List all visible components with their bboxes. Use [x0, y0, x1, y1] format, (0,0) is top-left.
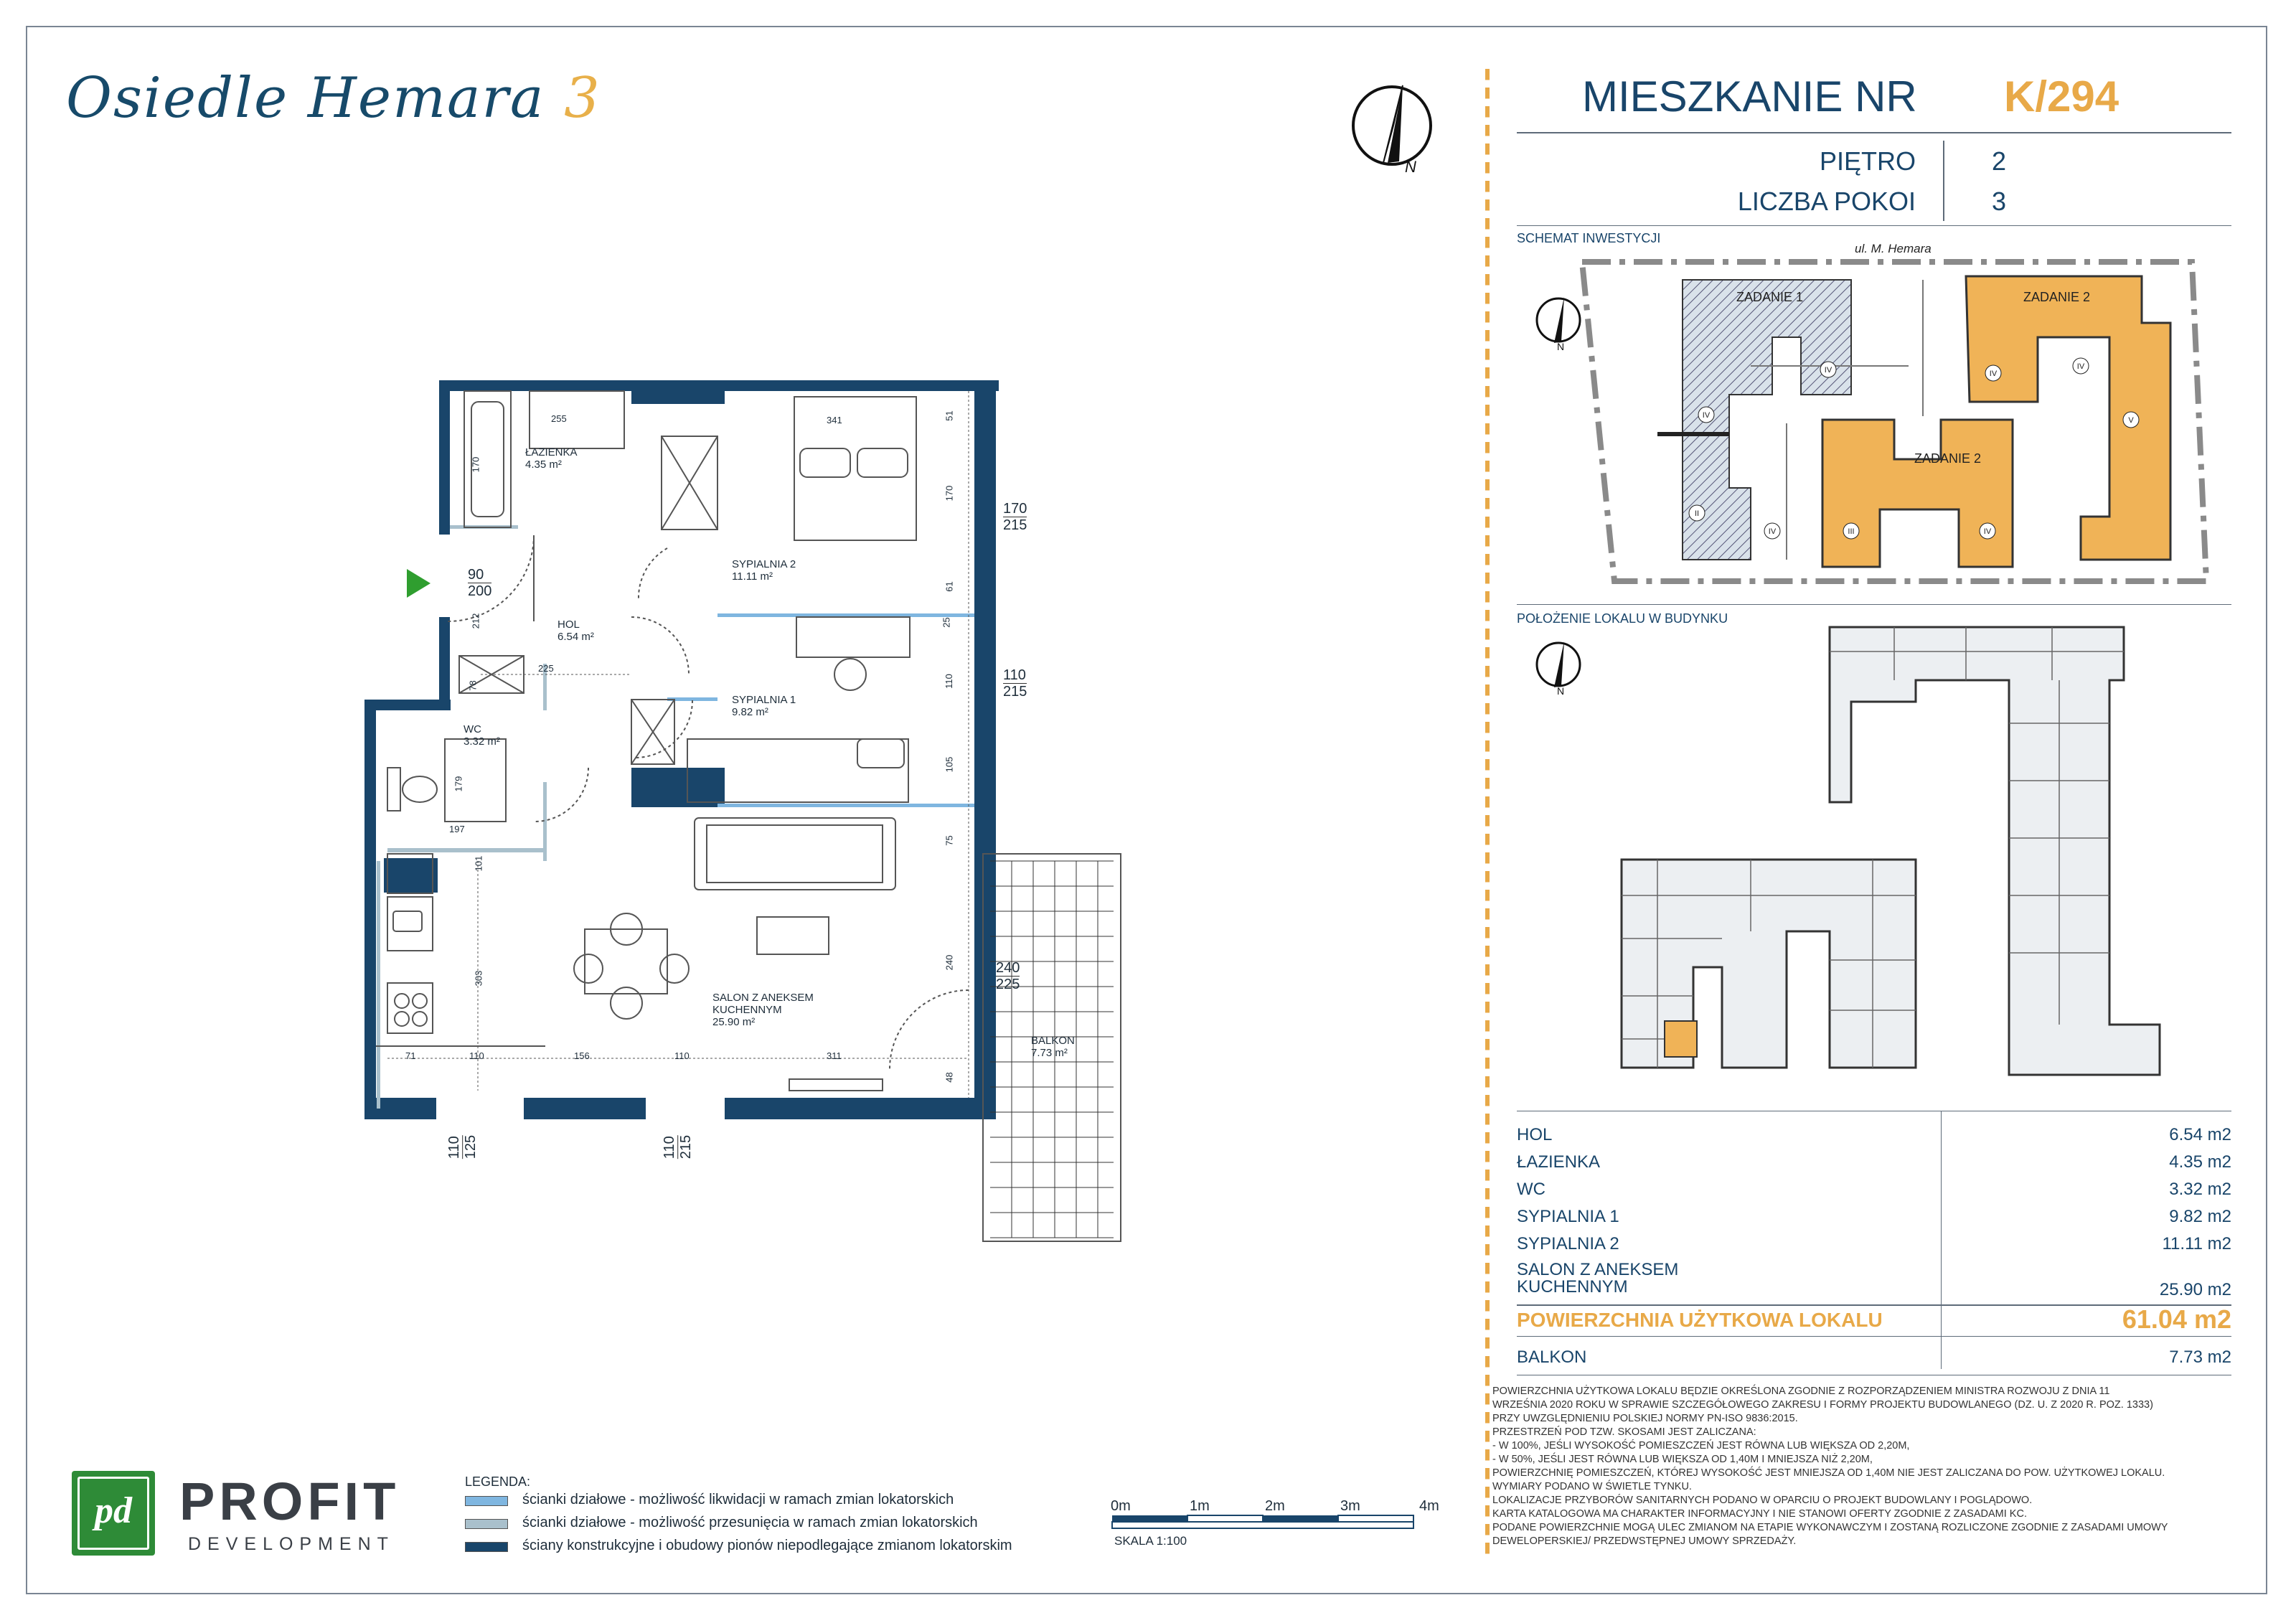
developer-name: PROFIT — [179, 1472, 400, 1531]
dimension-label: 78 — [467, 680, 479, 691]
street-name: ul. M. Hemara — [1855, 244, 1932, 255]
stair-mark: IV — [1824, 366, 1832, 375]
dimension-label: 110 — [469, 1050, 484, 1061]
scale-tick-label: 0m — [1111, 1498, 1131, 1514]
balcony-rule — [1517, 1336, 2231, 1337]
dimension-label: 48 — [944, 1072, 955, 1083]
scale-tick-label: 4m — [1419, 1498, 1439, 1514]
site-plan-label: SCHEMAT INWESTYCJI — [1517, 231, 1661, 245]
north-arrow-icon — [1534, 639, 1584, 696]
legend-swatch — [465, 1519, 508, 1529]
logo-mark: pd — [95, 1490, 132, 1531]
legend-swatch — [465, 1542, 508, 1552]
rooms-value: 3 — [1992, 187, 2007, 216]
total-value: 61.04 m2 — [2122, 1304, 2231, 1334]
site-rule — [1517, 604, 2231, 605]
brand-title-text: Osiedle Hemara — [66, 66, 545, 131]
legend-item: ścianki działowe - możliwość przesunięcia w ramach zmian lokatorskich — [522, 1515, 978, 1530]
entry-arrow-icon — [407, 569, 430, 598]
stair-mark: III — [1848, 527, 1855, 536]
dimension-label: 240 — [944, 954, 955, 971]
room-label-sypialnia2: SYPIALNIA 2 11.11 m² — [732, 558, 796, 583]
stair-mark: IV — [1983, 527, 1992, 536]
total-label: POWIERZCHNIA UŻYTKOWA LOKALU — [1517, 1309, 1883, 1331]
scale-tick-label: 2m — [1265, 1498, 1285, 1514]
dimension-label: 197 — [449, 824, 465, 834]
task2b-label: ZADANIE 2 — [1914, 451, 1982, 466]
window-dimension: 240 225 — [996, 960, 1020, 992]
stair-mark: V — [2128, 416, 2134, 425]
list-item: BALKON 7.73 m2 — [1517, 1347, 2231, 1367]
task2a-label: ZADANIE 2 — [2023, 290, 2091, 304]
stair-mark: II — [1694, 509, 1700, 518]
list-item: ŁAZIENKA 4.35 m2 — [1517, 1152, 2231, 1172]
scale-label: SKALA 1:100 — [1114, 1534, 1187, 1548]
list-item: SALON Z ANEKSEM KUCHENNYM 25.90 m2 — [1517, 1260, 2231, 1299]
dimension-label: 105 — [944, 756, 955, 773]
apartment-label: MIESZKANIE NR — [1582, 72, 1917, 121]
dimension-label: 51 — [944, 410, 955, 421]
dimension-label: 303 — [473, 970, 484, 987]
dimension-label: 156 — [574, 1050, 590, 1061]
scale-tick-label: 3m — [1340, 1498, 1360, 1514]
list-item: WC 3.32 m2 — [1517, 1180, 2231, 1199]
kv-rule — [1517, 225, 2231, 226]
legend-swatch — [465, 1496, 508, 1506]
north-arrow-icon — [1349, 83, 1442, 179]
north-letter: N — [1557, 685, 1565, 696]
brand-title — [66, 66, 601, 131]
dimension-label: 311 — [827, 1050, 842, 1061]
stair-mark: IV — [2076, 362, 2085, 371]
dimension-label: 255 — [551, 413, 567, 424]
footnote: POWIERZCHNIA UŻYTKOWA LOKALU BĘDZIE OKREŚLONA ZGODNIE Z ROZPORZĄDZENIEM MINISTRA ROZWOJU Z DNIA 11 WRZEŚNIA 2020 ROKU W SPRAWIE SZCZEGÓŁOWEGO ZAKRESU I FORMY PROJEKTU BUDOWLANEGO (DZ. U. Z 2020 R. POZ. 1333) PRZY UWZGLĘDNIENIU POLSKIEJ NORMY PN-ISO 9836:2015. PRZESTRZEŃ POD TZW. SKOSAMI JEST ZALICZANA: - W 100%, JEŚLI WYSOKOŚĆ POMIESZCZEŃ JEST RÓWNA LUB WIĘKSZA OD 2,20M, - W 50%, JEŚLI JEST RÓWNA LUB WIĘKSZA OD 1,40M I MNIEJSZA NIŻ 2,20M, POWIERZCHNIĘ POMIESZCZEŃ, KTÓREJ WYSOKOŚĆ JEST MNIEJSZA OD 1,40M NIE JEST ZALICZANA DO POW. UŻYTKOWEJ LOKALU. WYMIARY PODANO W ŚWIETLE TYNKU. LOKALIZACJE PRZYBORÓW SANITARNYCH PODANO W OPARCIU O PROJEKT BUDOWLANY I POGLĄDOWO. KARTA KATALOGOWA MA CHARAKTER INFORMACYJNY I NIE STANOWI OFERTY ZGODNIE Z ZASADAMI KC. PODANE POWIERZCHNIE MOGĄ ULEC ZMIANOM NA ETAPIE WYKONAWCZYM I ZOSTANĄ ROZLICZONE ZGODNIE Z ZASADAMI UMOWY DEWELOPERSKIEJ/ PRZEDWSTĘPNEJ UMOWY SPRZEDAŻY. — [1492, 1386, 2168, 1547]
north-letter: N — [1557, 341, 1565, 352]
dimension-label: 170 — [470, 456, 481, 473]
legend-title: LEGENDA: — [465, 1474, 531, 1489]
dimension-label: 101 — [473, 855, 484, 872]
dimension-label: 110 — [674, 1050, 690, 1061]
door-dimension: 90 200 — [468, 567, 492, 599]
task1-label: ZADANIE 1 — [1736, 290, 1804, 304]
list-item: SYPIALNIA 1 9.82 m2 — [1517, 1207, 2231, 1226]
stair-mark: IV — [1989, 370, 1998, 378]
stair-mark: IV — [1702, 411, 1711, 420]
north-letter: N — [1405, 158, 1416, 176]
floor-label: PIĘTRO — [1819, 146, 1916, 176]
developer-logo — [72, 1471, 155, 1556]
legend-item: ścianki działowe - możliwość likwidacji w ramach zmian lokatorskich — [522, 1492, 954, 1507]
dimension-label: 170 — [944, 485, 955, 502]
building-floor-plan — [1607, 623, 2167, 1082]
apartment-location-marker — [1665, 1021, 1697, 1057]
room-label-wc: WC 3.32 m² — [464, 723, 500, 748]
apartment-code: K/294 — [2004, 72, 2119, 121]
dimension-label: 61 — [944, 581, 955, 592]
window-dimension: 170 215 — [1003, 501, 1027, 533]
room-label-salon: SALON Z ANEKSEM KUCHENNYM 25.90 m² — [712, 992, 814, 1028]
legend-item: ściany konstrukcyjne i obudowy pionów niepodlegające zmianom lokatorskim — [522, 1538, 1012, 1553]
dimension-label: 225 — [538, 663, 554, 674]
stair-mark: IV — [1768, 527, 1777, 536]
room-label-hol: HOL 6.54 m² — [557, 618, 594, 643]
list-item: HOL 6.54 m2 — [1517, 1125, 2231, 1144]
dimension-label: 75 — [944, 835, 955, 846]
room-label-sypialnia1: SYPIALNIA 1 9.82 m² — [732, 694, 796, 718]
window-dimension: 110 215 — [1003, 667, 1027, 700]
kv-divider — [1943, 141, 1944, 221]
dimension-label: 212 — [470, 613, 481, 629]
dimension-label: 179 — [453, 776, 464, 792]
window-dimension: 110 215 — [662, 1134, 695, 1159]
room-label-balkon: BALKON 7.73 m² — [1031, 1035, 1075, 1059]
window-dimension: 110 125 — [446, 1134, 479, 1159]
dimension-label: 71 — [405, 1050, 416, 1061]
room-label-lazienka: ŁAZIENKA 4.35 m² — [525, 446, 578, 471]
dimension-label: 110 — [943, 674, 954, 689]
header-rule — [1517, 132, 2231, 133]
floor-plan — [344, 359, 1162, 1256]
scale-tick-label: 1m — [1190, 1498, 1210, 1514]
list-item: SYPIALNIA 2 11.11 m2 — [1517, 1234, 2231, 1253]
site-plan — [1535, 244, 2217, 596]
dimension-label: 341 — [827, 415, 842, 425]
brand-title-number: 3 — [564, 66, 601, 131]
dimension-label: 25 — [941, 617, 952, 628]
divider — [1485, 69, 1490, 1554]
scale-bar — [1111, 1513, 1448, 1531]
rooms-label: LICZBA POKOI — [1737, 187, 1916, 216]
developer-tagline: DEVELOPMENT — [188, 1534, 395, 1554]
building-plan-label: POŁOŻENIE LOKALU W BUDYNKU — [1517, 611, 1728, 626]
north-arrow-icon — [1534, 294, 1584, 352]
floor-value: 2 — [1992, 146, 2007, 176]
